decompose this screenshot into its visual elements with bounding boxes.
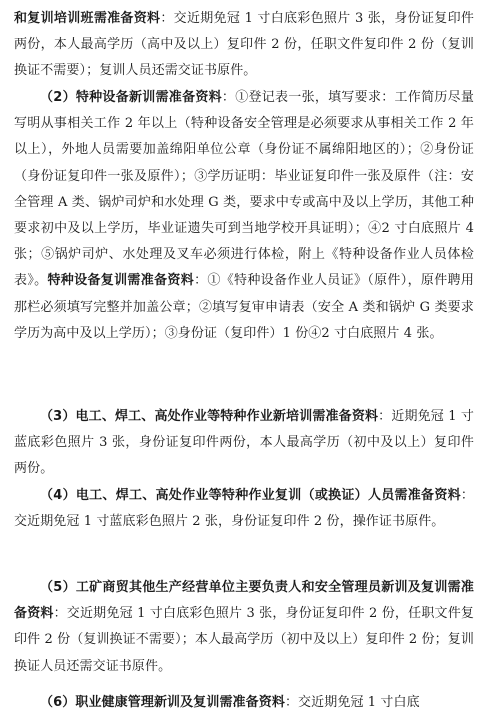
paragraph-heading-run: （4）电工、焊工、高处作业等特种作业复训（或换证）人员需准备资料 xyxy=(40,488,461,503)
paragraph-text-run: ：交近期免冠 1 寸蓝底彩色照片 2 张，身份证复印件 2 份，操作证书原件。 xyxy=(14,488,474,530)
paragraph-heading-run: 特种设备复训需准备资料 xyxy=(47,273,195,289)
paragraph-text-run: ：近期免冠 1 寸蓝底彩色照片 3 张，身份证复印件两份，本人最高学历（初中及以上）复印件两份。 xyxy=(14,409,474,477)
paragraph-text-run: ：交近期免冠 1 寸白底彩色照片 3 张，身份证复印件 2 份，任职文件复印件 2 份（复训换证不需要）；本人最高学历（初中及以上）复印件 2 份；复训换证人员还需交证书原件。 xyxy=(14,606,474,674)
paragraph-heading-run: （5）工矿商贸其他生产经营单位主要负责人和安全管理员新训及复训需准备资料 xyxy=(14,580,474,622)
paragraph-text-run: ：交近期免冠 1 寸白底彩色照片 3 张，身份证复印件两份，本人最高学历（高中及以上）复印件 2 份，任职文件复印件 2 份（复训换证不需要）；复训人员还需交证书原件。 xyxy=(14,11,474,79)
paragraph-text-run: ：①登记表一张，填写要求：工作简历尽量写明从事相关工作 2 年以上（特种设备安全管理是必须要求从事相关工作 2 年以上），外地人员需要加盖绵阳单位公章（身份证不属绵阳地区的）；②身份证（身份证复印件一张及原件）；③学历证明：毕业证复印件一张及原件（注：安全管理 A 类、锅炉司炉和水处理 G 类，要求中专或高中及以上学历，其他工种要求初中及以上学历，毕业证遗失可到当地学校开具证明）；④2 寸白底照片 4 张；⑤锅炉司炉、水处理及叉车必须进行体检，附上《特种设备作业人员体检表》。 xyxy=(14,90,474,289)
paragraph-2 xyxy=(14,85,474,347)
paragraph-1 xyxy=(14,6,474,85)
paragraph-4 xyxy=(14,483,474,535)
paragraph-6 xyxy=(14,690,474,716)
paragraph-heading-run: （6）职业健康管理新训及复训需准备资料 xyxy=(40,695,285,710)
paragraph-5 xyxy=(14,575,474,680)
paragraph-3 xyxy=(14,404,474,483)
paragraph-heading-run: 和复训培训班需准备资料 xyxy=(14,11,161,26)
paragraph-text-run: ：①《特种设备作业人员证》（原件），原件聘用那栏必须填写完整并加盖公章；②填写复审申请表（安全 A 类和锅炉 G 类要求学历为高中及以上学历）；③身份证（复印件）1 份④2 寸白底照片 4 张。 xyxy=(14,273,474,341)
paragraph-text-run: ：交近期免冠 1 寸白底 xyxy=(284,695,420,710)
paragraph-heading-run: （2）特种设备新训需准备资料 xyxy=(40,90,222,105)
paragraph-heading-run: （3）电工、焊工、高处作业等特种作业新培训需准备资料 xyxy=(40,409,379,424)
